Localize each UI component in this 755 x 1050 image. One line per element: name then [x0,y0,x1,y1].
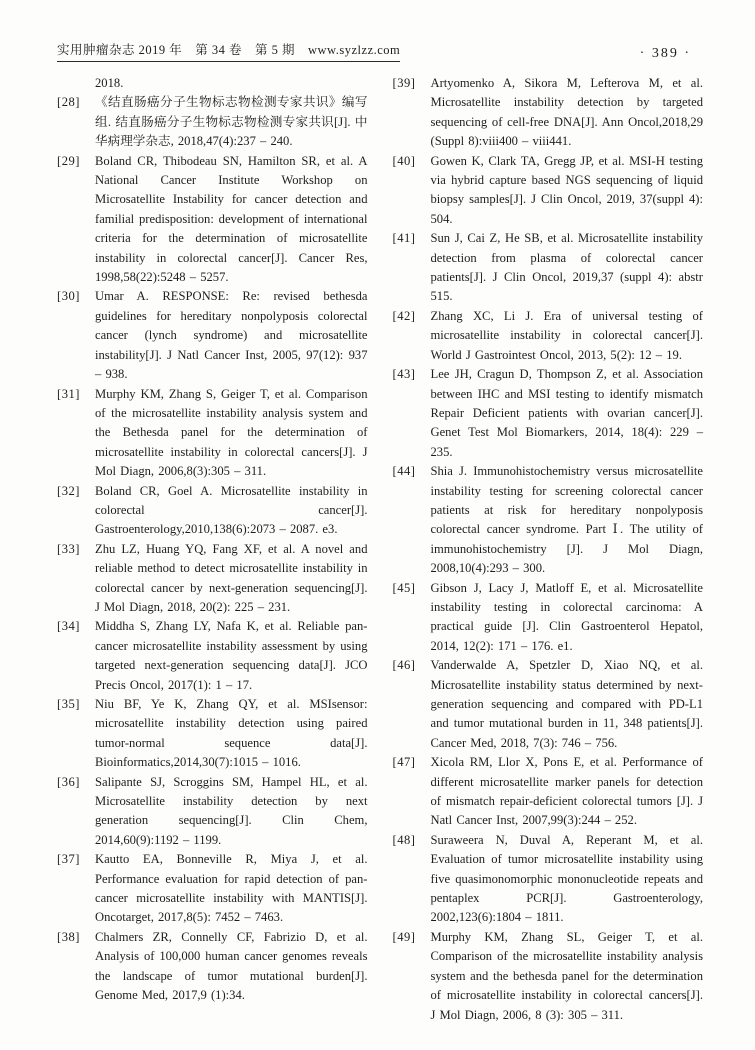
reference-entry [393,74,704,152]
reference-entry [393,928,704,1025]
references-column-left [57,74,368,1025]
reference-number: [39] [392,76,416,90]
reference-text: 《结直肠癌分子生物标志物检测专家共识》编写组. 结直肠癌分子生物标志物检测专家共识[J]. 中华病理学杂志, 2018,47(4):237 – 240. [95,95,368,149]
reference-number: [33] [57,541,80,556]
reference-entry [57,695,368,773]
reference-text: Chalmers ZR, Connelly CF, Fabrizio D, et al. Analysis of 100,000 human cancer genomes reveals the landscape of tumor mutational burden[J]. Genome Med, 2017,9 (1):34. [95,929,368,1003]
reference-entry [393,365,704,462]
reference-text: Gowen K, Clark TA, Gregg JP, et al. MSI-H testing via hybrid capture based NGS sequencing of liquid biopsy samples[J]. J Clin Oncol, 2019, 37(suppl 4): 504. [430,153,703,226]
reference-number: [42] [392,308,416,323]
reference-entry [57,928,368,1006]
reference-text: Salipante SJ, Scroggins SM, Hampel HL, et al. Microsatellite instability detection by next generation sequencing[J]. Clin Chem, 2014,60(9):1192 – 1199. [95,774,368,847]
reference-text: Niu BF, Ye K, Zhang QY, et al. MSIsensor: microsatellite instability detection using paired tumor-normal sequence data[J]. Bioinformatics,2014,30(7):1015 – 1016. [95,697,368,770]
reference-text: Zhang XC, Li J. Era of universal testing of microsatellite instability in colorectal cancer[J]. World J Gastrointest Oncol, 2013, 5(2): 12 – 19. [430,308,703,362]
references-column-right [393,74,704,1025]
reference-entry [393,307,704,365]
reference-text: Murphy KM, Zhang SL, Geiger T, et al. Comparison of the microsatellite instability analysis system and the bethesda panel for the determination of microsatellite instability in colorectal cancers[J]. J Mol Diagn, 2006, 8 (3): 305 – 311. [430,929,703,1022]
reference-number: [41] [392,231,416,246]
reference-entry [57,74,368,93]
reference-number: [44] [392,464,416,479]
reference-number: [37] [57,852,80,867]
reference-number: [28] [57,95,80,110]
reference-entry [57,385,368,482]
reference-text: Umar A. RESPONSE: Re: revised bethesda guidelines for hereditary nonpolyposis colorectal cancer (lynch syndrome) and microsatellite instability[J]. J Natl Cancer Inst, 2005, 97(12): 937 – 938. [95,289,368,382]
reference-entry [57,617,368,695]
reference-number: [45] [392,580,416,595]
reference-number: [30] [57,289,80,304]
reference-entry [393,462,704,578]
reference-text: Shia J. Immunohistochemistry versus microsatellite instability testing for screening colorectal cancer patients at risk for hereditary nonpolyposis colorectal cancer syndrome. Part Ⅰ. The utility of immunohistochemistry [J]. J Mol Diagn, 2008,10(4):293 – 300. [430,464,703,576]
reference-text: Sun J, Cai Z, He SB, et al. Microsatellite instability detection from plasma of colorectal cancer patients[J]. J Clin Oncol, 2019,37 (suppl 4): abstr 515. [430,231,703,304]
reference-number: [31] [57,386,80,401]
reference-number: [35] [57,697,80,711]
reference-number: [47] [392,755,416,770]
reference-text: Boland CR, Goel A. Microsatellite instability in colorectal cancer[J]. Gastroenterology,2010,138(6):2073 – 2087. e3. [95,483,368,537]
reference-text: Vanderwalde A, Spetzler D, Xiao NQ, et al. Microsatellite instability status determined by next-generation sequencing and compared with PD-L1 and tumor mutational burden in 11, 348 patients[J]. Cancer Med, 2018, 7(3): 746 – 756. [430,658,703,750]
reference-text: Lee JH, Cragun D, Thompson Z, et al. Association between IHC and MSI testing to identify mismatch Repair Deficient patients with ovarian cancer[J]. Genet Test Mol Biomarkers, 2014, 18(4): 229 – 235. [430,367,703,459]
reference-text: Murphy KM, Zhang S, Geiger T, et al. Comparison of the microsatellite instability analysis system and the Bethesda panel for the determination of microsatellite instability in colorectal cancers[J]. J Mol Diagn, 2006,8(3):305 – 311. [95,386,368,479]
reference-entry [57,482,368,540]
reference-number: [43] [392,367,416,382]
reference-entry [393,579,704,657]
reference-entry [393,753,704,831]
reference-entry [57,152,368,288]
reference-entry [57,93,368,151]
reference-number: [38] [57,929,80,944]
reference-entry [393,831,704,928]
reference-text: Middha S, Zhang LY, Nafa K, et al. Reliable pan-cancer microsatellite instability assessment by using targeted next-generation sequencing data[J]. JCO Precis Oncol, 2017(1): 1 – 17. [95,619,368,692]
reference-number: [36] [57,774,80,789]
reference-entry [57,287,368,384]
reference-number: [46] [392,658,416,673]
reference-number: [34] [57,619,80,634]
reference-text: Boland CR, Thibodeau SN, Hamilton SR, et al. A National Cancer Institute Workshop on Microsatellite Instability for cancer detection and familial predisposition: development of international criteria for the determination of microsatellite instability in colorectal cancer[J]. Cancer Res, 1998,58(22):5248 – 5257. [95,153,368,285]
page-number: · 389 · [639,46,691,61]
reference-text: Xicola RM, Llor X, Pons E, et al. Performance of different microsatellite marker panels for detection of mismatch repair-deficient colorectal tumors [J]. J Natl Cancer Inst, 2007,99(3):244 – 252. [430,755,703,828]
reference-entry [393,152,704,230]
reference-number: [49] [392,929,416,944]
reference-text: Artyomenko A, Sikora M, Lefterova M, et al. Microsatellite instability detection by targeted sequencing of cell-free DNA[J]. Ann Oncol,2018,29 (Suppl 8):viii400 – viii441. [430,76,703,149]
reference-text: Kautto EA, Bonneville R, Miya J, et al. Performance evaluation for rapid detection of pan-cancer microsatellite instability with MANTIS[J]. Oncotarget, 2017,8(5): 7452 – 7463. [95,852,368,925]
reference-entry [57,540,368,618]
journal-header-info: 实用肿瘤杂志 2019 年 第 34 卷 第 5 期 www.syzlzz.com [57,40,400,62]
reference-text: Gibson J, Lacy J, Matloff E, et al. Microsatellite instability testing in colorectal carcinoma: A practical guide [J]. Clin Gastroenterol Hepatol, 2014, 12(2): 171 – 176. e1. [430,580,703,653]
reference-entry [393,229,704,307]
reference-entry [57,850,368,928]
reference-number: [29] [57,153,80,168]
reference-text: Zhu LZ, Huang YQ, Fang XF, et al. A novel and reliable method to detect microsatellite instability in colorectal cancer by next-generation sequencing[J]. J Mol Diagn, 2018, 20(2): 225 – 231. [95,541,368,614]
reference-number: [48] [392,832,416,847]
reference-text: 2018. [95,76,124,90]
references-section [57,74,703,1025]
reference-entry [393,656,704,753]
reference-entry [57,773,368,851]
reference-text: Suraweera N, Duval A, Reperant M, et al. Evaluation of tumor microsatellite instability using five quasimonomorphic mononucleotide repeats and pentaplex PCR[J]. Gastroenterology, 2002,123(6):1804 – 1811. [430,832,703,925]
reference-number: [40] [392,153,416,168]
reference-number: [32] [57,483,80,498]
page-header [57,40,703,62]
